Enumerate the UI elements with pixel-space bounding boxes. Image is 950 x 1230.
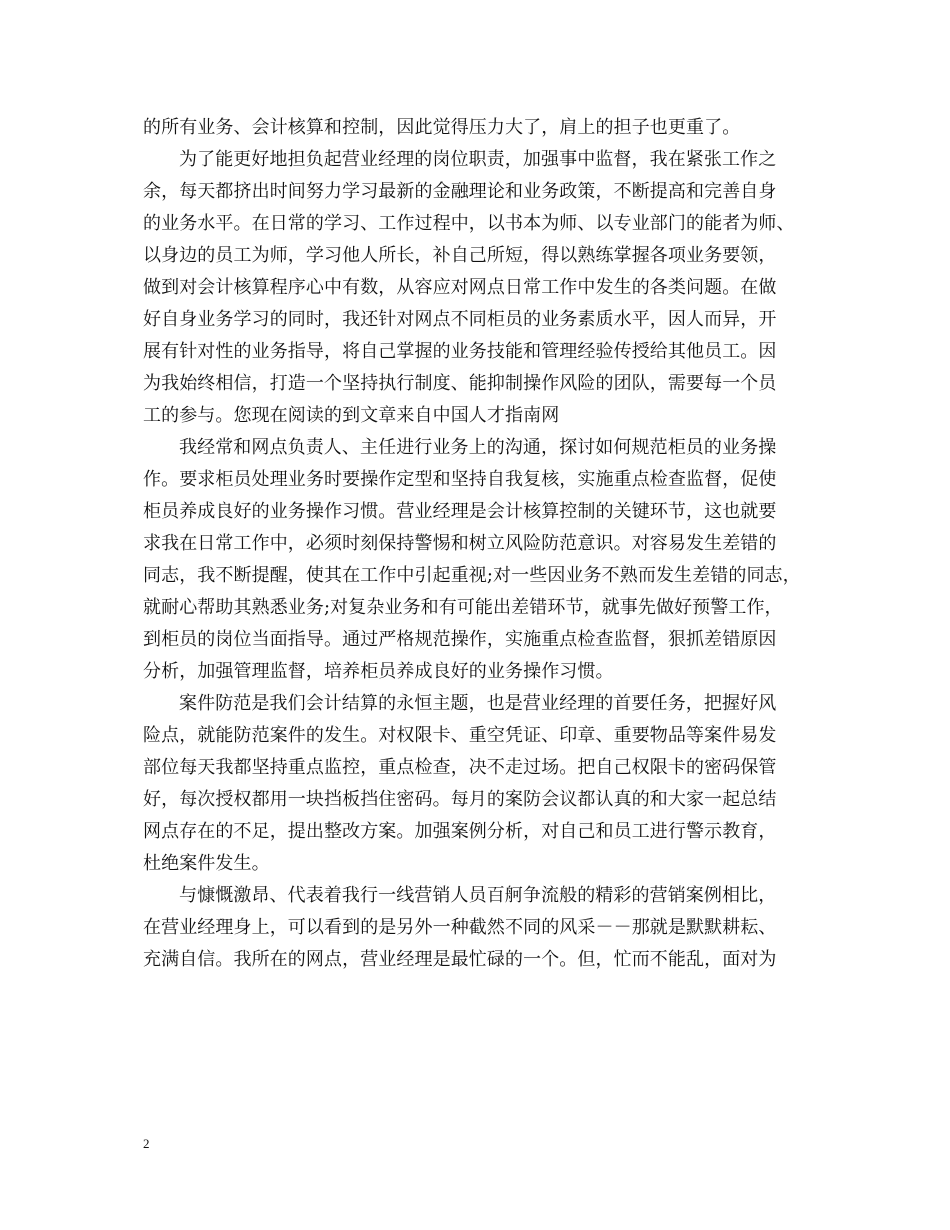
text-line: 展有针对性的业务指导，将自己掌握的业务技能和管理经验传授给其他员工。因 [143,341,777,362]
text-line: 杜绝案件发生。 [143,853,270,874]
paragraph-start-line: 为了能更好地担负起营业经理的岗位职责，加强事中监督，我在紧张工作之 [179,149,777,170]
paragraph-start-line: 与慷慨激昂、代表着我行一线营销人员百舸争流般的精彩的营销案例相比， [179,885,777,906]
text-line: 好自身业务学习的同时，我还针对网点不同柜员的业务素质水平，因人而异，开 [143,309,777,330]
text-line: 以身边的员工为师，学习他人所长，补自己所短，得以熟练掌握各项业务要领， [143,245,777,266]
text-line: 余，每天都挤出时间努力学习最新的金融理论和业务政策，不断提高和完善自身 [143,181,777,202]
text-line: 的所有业务、会计核算和控制，因此觉得压力大了，肩上的担子也更重了。 [143,117,741,138]
page-number: 2 [143,1136,150,1151]
text-line: 分析，加强管理监督，培养柜员养成良好的业务操作习惯。 [143,661,614,682]
text-line: 柜员养成良好的业务操作习惯。营业经理是会计核算控制的关键环节，这也就要 [143,501,777,522]
text-line: 部位每天我都坚持重点监控，重点检查，决不走过场。把自己权限卡的密码保管 [143,757,777,778]
text-line: 作。要求柜员处理业务时要操作定型和坚持自我复核，实施重点检查监督，促使 [143,469,777,490]
paragraph-start-line: 我经常和网点负责人、主任进行业务上的沟通，探讨如何规范柜员的业务操 [179,437,777,458]
text-line: 就耐心帮助其熟悉业务;对复杂业务和有可能出差错环节，就事先做好预警工作， [143,597,783,618]
text-line: 同志，我不断提醒，使其在工作中引起重视;对一些因业务不熟而发生差错的同志， [143,565,801,586]
text-line: 网点存在的不足，提出整改方案。加强案例分析，对自己和员工进行警示教育， [143,821,777,842]
text-line: 求我在日常工作中，必须时刻保持警惕和树立风险防范意识。对容易发生差错的 [143,533,777,554]
text-line: 为我始终相信，打造一个坚持执行制度、能抑制操作风险的团队，需要每一个员 [143,373,777,394]
text-line: 工的参与。您现在阅读的到文章来自中国人才指南网 [143,405,560,426]
text-line: 好，每次授权都用一块挡板挡住密码。每月的案防会议都认真的和大家一起总结 [143,789,777,810]
text-line: 做到对会计核算程序心中有数，从容应对网点日常工作中发生的各类问题。在做 [143,277,777,298]
paragraph-start-line: 案件防范是我们会计结算的永恒主题，也是营业经理的首要任务，把握好风 [179,693,777,714]
text-line: 的业务水平。在日常的学习、工作过程中，以书本为师、以专业部门的能者为师、 [143,213,795,234]
document-body [143,112,823,976]
text-line: 到柜员的岗位当面指导。通过严格规范操作，实施重点检查监督，狠抓差错原因 [143,629,777,650]
text-line: 充满自信。我所在的网点，营业经理是最忙碌的一个。但，忙而不能乱，面对为 [143,949,777,970]
text-line: 险点，就能防范案件的发生。对权限卡、重空凭证、印章、重要物品等案件易发 [143,725,777,746]
text-line: 在营业经理身上，可以看到的是另外一种截然不同的风采－－那就是默默耕耘、 [143,917,777,938]
